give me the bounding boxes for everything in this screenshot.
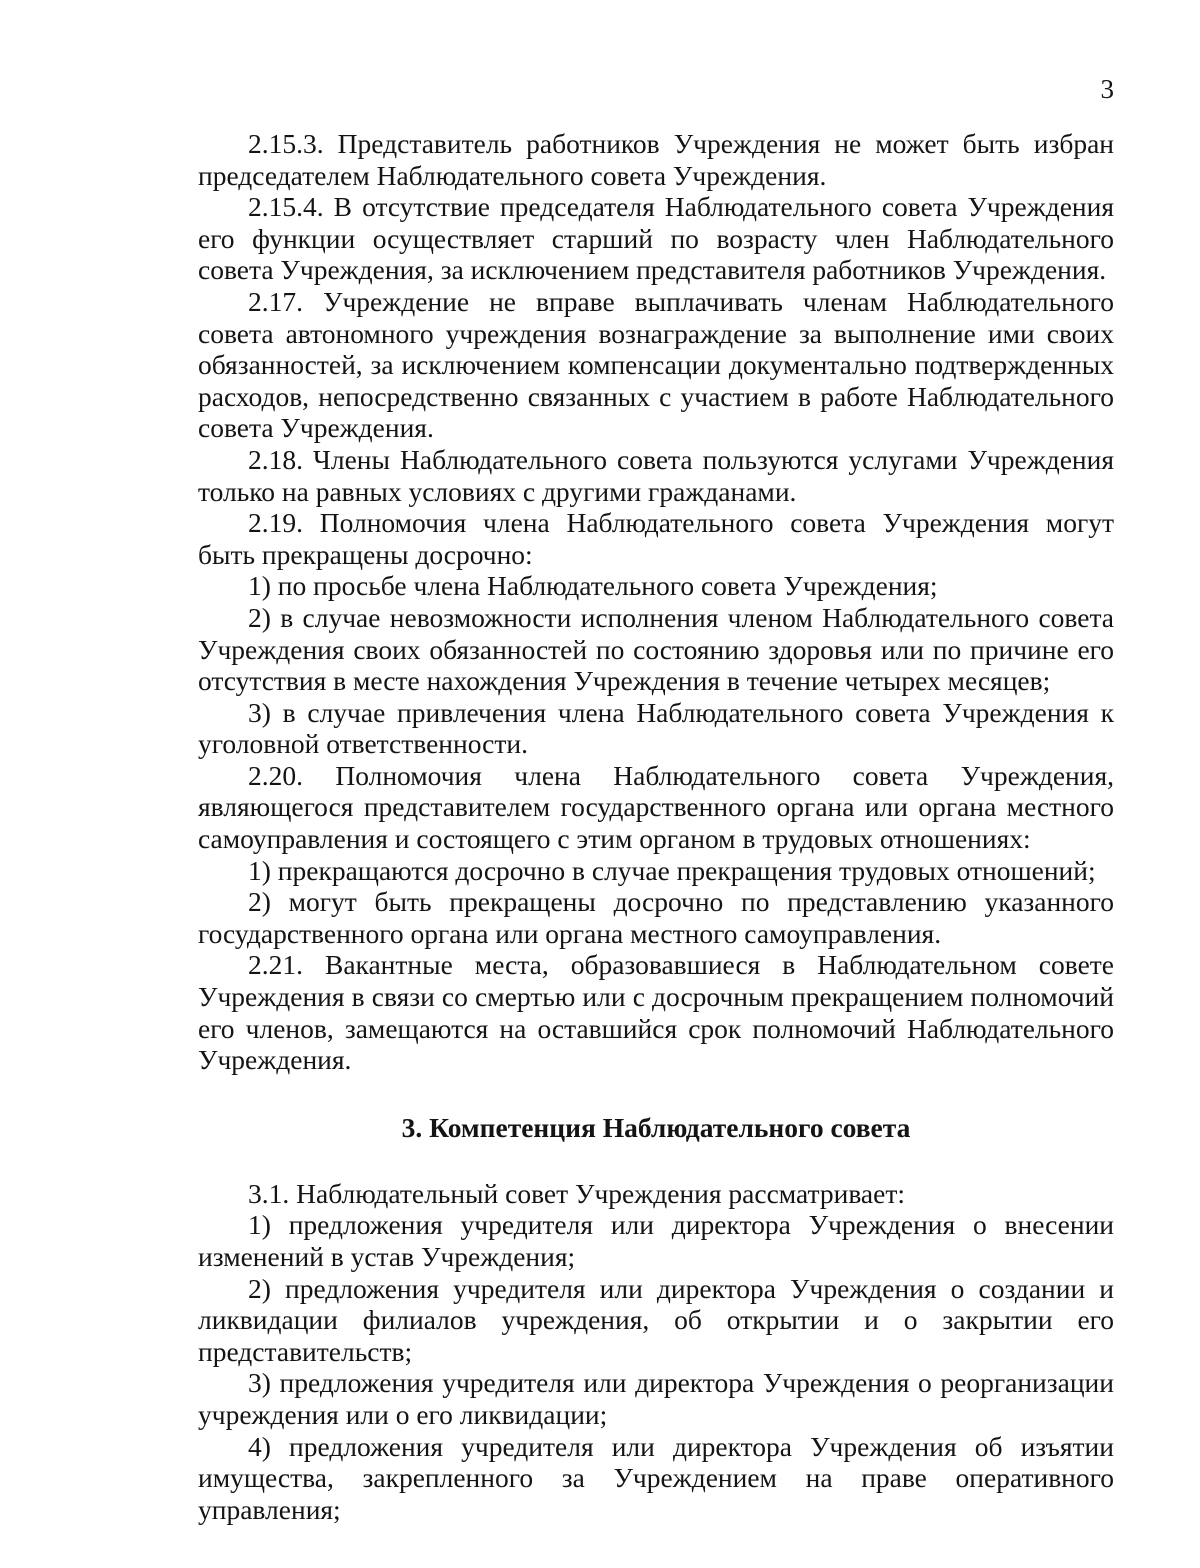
list-item-3-1-2: 2) предложения учредителя или директора Учреждения о создании и ликвидации филиалов учреждения, об открытии и о закрытии его представительств;	[198, 1272, 1114, 1367]
list-item-2-19-2: 2) в случае невозможности исполнения членом Наблюдательного совета Учреждения своих обязанностей по состоянию здоровья или по причине его отсутствия в месте нахождения Учреждения в течение четырех месяцев;	[198, 601, 1114, 697]
document-body	[198, 128, 1114, 1525]
list-item-2-20-2: 2) могут быть прекращены досрочно по представлению указанного государственного органа или органа местного самоуправления.	[198, 886, 1114, 949]
paragraph-2-18: 2.18. Члены Наблюдательного совета пользуются услугами Учреждения только на равных условиях с другими гражданами.	[198, 443, 1114, 507]
list-item-2-19-1: 1) по просьбе члена Наблюдательного совета Учреждения;	[248, 570, 938, 602]
section-heading: 3. Компетенция Наблюдательного совета	[401, 1111, 911, 1143]
paragraph-2-17: 2.17. Учреждение не вправе выплачивать членам Наблюдательного совета автономного учреждения вознаграждение за выполнение ими своих обязанностей, за исключением компенсации документально подтвержденных расходов, непосредственно связанных с участием в работе Наблюдательного совета Учреждения.	[198, 285, 1114, 444]
list-item-2-20-1: 1) прекращаются досрочно в случае прекращения трудовых отношений;	[248, 854, 1096, 886]
page-number: 3	[1100, 74, 1114, 104]
paragraph-2-20: 2.20. Полномочия члена Наблюдательного совета Учреждения, являющегося представителем государственного органа или органа местного самоуправления и состоящего с этим органом в трудовых отношениях:	[198, 759, 1114, 855]
paragraph-2-15-3: 2.15.3. Представитель работников Учреждения не может быть избран председателем Наблюдательного совета Учреждения.	[198, 128, 1114, 191]
list-item-2-19-3: 3) в случае привлечения члена Наблюдательного совета Учреждения к уголовной ответственности.	[198, 696, 1114, 760]
paragraph-2-15-4: 2.15.4. В отсутствие председателя Наблюдательного совета Учреждения его функции осуществляет старший по возрасту член Наблюдательного совета Учреждения, за исключением представителя работников Учреждения.	[198, 191, 1114, 286]
list-item-3-1-1: 1) предложения учредителя или директора Учреждения о внесении изменений в устав Учреждения;	[198, 1209, 1114, 1272]
paragraph-2-19: 2.19. Полномочия члена Наблюдательного совета Учреждения могут быть прекращены досрочно:	[198, 507, 1114, 570]
paragraph-2-21: 2.21. Вакантные места, образовавшиеся в Наблюдательном совете Учреждения в связи со смертью или с досрочным прекращением полномочий его членов, замещаются на оставшийся срок полномочий Наблюдательного Учреждения.	[198, 949, 1114, 1076]
paragraph-3-1: 3.1. Наблюдательный совет Учреждения рассматривает:	[248, 1177, 906, 1209]
list-item-3-1-4: 4) предложения учредителя или директора Учреждения об изъятии имущества, закрепленного за Учреждением на праве оперативного управления;	[198, 1430, 1114, 1525]
list-item-3-1-3: 3) предложения учредителя или директора Учреждения о реорганизации учреждения или о его ликвидации;	[198, 1367, 1114, 1430]
